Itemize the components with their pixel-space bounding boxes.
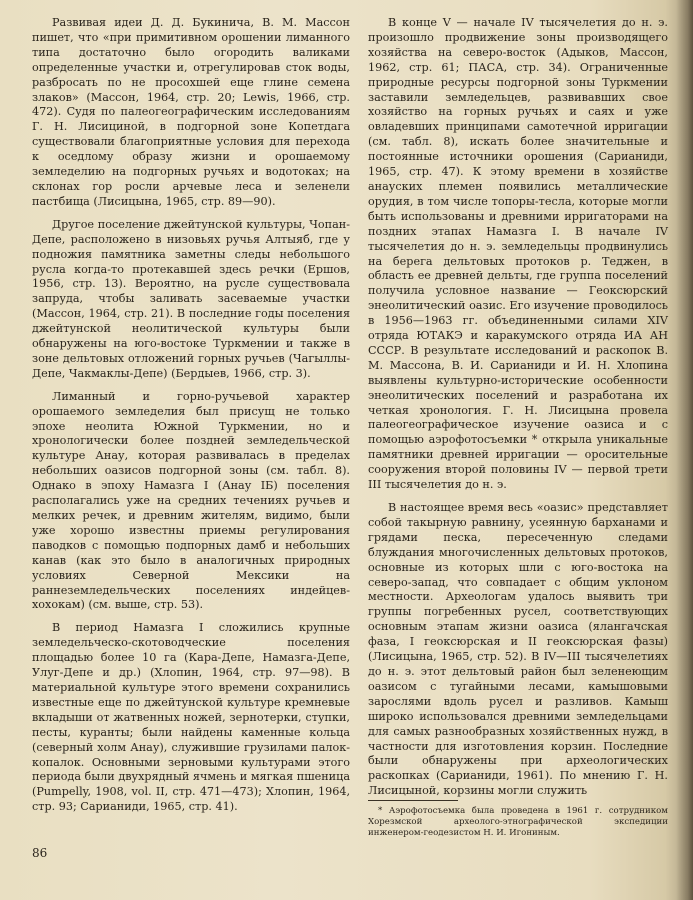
footnote-text: * Аэрофотосъемка была проведена в 1961 г. сотрудником Хорезмской археолого-этнографической экспедиции инженером-геодезистом Н. И. Игониным. <box>368 806 668 839</box>
footnote-divider <box>368 800 458 801</box>
paragraph: В период Намазга I сложились крупные земледельческо-скотоводческие поселения площадью более 10 га (Кара-Депе, Намазга-Депе, Улуг-Депе и др.) (Хлопин, 1964, стр. 97—98). В материальной культуре этого времени сохранились известные еще по джейтунской культуре кремневые вкладыши от жатвенных ножей, зернотерки, ступки, песты, куранты; были найдены каменные кольца (северный холм Анау), служившие грузилами палок-копалок. Основными зерновыми культурами этого периода были двухрядный ячмень и мягкая пшеница (Pumpelly, 1908, vol. II, стр. 471—473); Хлопин, 1964, стр. 93; Сарианиди, 1965, стр. 41). <box>32 621 350 814</box>
paragraph: В конце V — начале IV тысячелетия до н. э. произошло продвижение зоны производящего хозяйства на северо-восток (Адыков, Массон, 1962, стр. 61; ПАСА, стр. 34). Ограниченные природные ресурсы подгорной зоны Туркмении заставили земледельцев, развивавших свое хозяйство на горных ручьях и саях и уже овладевших принципами самотечной ирригации (см. табл. 8), искать более значительные и постоянные источники орошения (Сарианиди, 1965, стр. 47). К этому времени в хозяйстве анауских племен появились металлические орудия, в том числе топоры-тесла, которые могли быть использованы и древними ирригаторами на поздних этапах Намазга I. В начале IV тысячелетия до н. э. земледельцы продвинулись на берега дельтовых протоков р. Теджен, в область ее древней дельты, где группа поселений получила условное название — Геоксюрский энеолитический оазис. Его изучение проводилось в 1956—1963 гг. объединенными силами XIV отряда ЮТАКЭ и каракумского отряда ИА АН СССР. В результате исследований и раскопок В. М. Массона, В. И. Сарианиди и И. Н. Хлопина выявлены культурно-исторические особенности энеолитических поселений и разработана их четкая хронология. Г. Н. Лисицына провела палеогеографическое изучение оазиса и с помощью аэрофотосъемки * открыла уникальные памятники древней ирригации — оросительные сооружения второй половины IV — первой трети III тысячелетия до н. э. <box>368 16 668 492</box>
paragraph: Другое поселение джейтунской культуры, Чопан-Депе, расположено в низовьях ручья Алтыяб, где у подножия памятника заметны следы небольшого русла когда-то протекавшей здесь речки (Ершов, 1956, стр. 13). Вероятно, на русле существовала запруда, чтобы заливать засеваемые участки (Массон, 1964, стр. 21). В последние годы поселения джейтунской неолитической культуры были обнаружены на юго-востоке Туркмении и также в зоне дельтовых отложений горных ручьев (Чагыллы-Депе, Чакмаклы-Депе) (Бердыев, 1966, стр. 3). <box>32 217 350 380</box>
book-spine-shadow <box>676 0 693 900</box>
page-number: 86 <box>32 846 48 860</box>
paragraph: В настоящее время весь «оазис» представляет собой такырную равнину, усеянную барханами и грядами песка, пересеченную следами блуждания многочисленных дельтовых протоков, основные из которых шли с юго-востока на северо-запад, что совпадает с общим уклоном местности. Археологам удалось выявить три группы погребенных русел, соответствующих основным этапам жизни оазиса (ялангачская фаза, I геоксюрская и II геоксюрская фазы) (Лисицына, 1965, стр. 52). В IV—III тысячелетиях до н. э. этот дельтовый район был зеленеющим оазисом с тугайными лесами, камышовыми зарослями вдоль русел и разливов. Камыш широко использовался древними земледельцами для самых разнообразных хозяйственных нужд, в частности для изготовления корзин. Последние были обнаружены при археологических раскопках (Сарианиди, 1961). По мнению Г. Н. Лисицыной, корзины могли служить <box>368 501 668 798</box>
paragraph: Лиманный и горно-ручьевой характер орошаемого земледелия был присущ не только эпохе неолита Южной Туркмении, но и хронологически более поздней земледельческой культуре Анау, которая развивалась в пределах небольших оазисов подгорной зоны (см. табл. 8). Однако в эпоху Намазга I (Анау IБ) поселения располагались уже на средних течениях ручьев и мелких речек, и древним жителям, видимо, были уже хорошо известны приемы регулирования паводков с помощью подпорных дамб и небольших канав (как это было в аналогичных природных условиях Северной Мексики на раннеземледельческих поселениях индейцев-хохокам) (см. выше, стр. 53). <box>32 389 350 612</box>
paragraph: Развивая идеи Д. Д. Букинича, В. М. Массон пишет, что «при примитивном орошении лиманного типа достаточно было огородить валиками определенные участки и, отрегулировав сток воды, разбросать по не просохшей еще глине семена злаков» (Массон, 1964, стр. 20; Lewis, 1966, стр. 472). Судя по палеогеографическим исследованиям Г. Н. Лисициной, в подгорной зоне Копетдага существовали благоприятные условия для перехода к оседлому образу жизни и орошаемому земледелию на подгорных ручьях и водотоках; на склонах гор росли арчевые леса и зеленели пастбища (Лисицына, 1965, стр. 89—90). <box>32 16 350 208</box>
right-text-column <box>368 16 668 807</box>
footnote <box>368 806 668 840</box>
left-text-column <box>32 16 350 823</box>
